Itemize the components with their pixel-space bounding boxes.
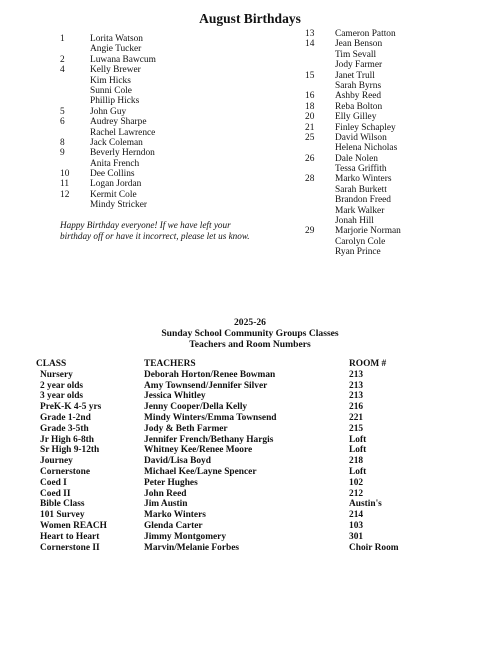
birthday-name: Helena Nicholas: [335, 143, 398, 154]
class-name: Journey: [40, 456, 73, 467]
birthday-day: [60, 128, 90, 138]
sunday-school-subtitle: Teachers and Room Numbers: [189, 338, 311, 350]
birthday-name: Audrey Sharpe: [90, 117, 147, 128]
birthday-row: [60, 159, 275, 169]
birthday-row: [305, 123, 495, 133]
header-class: CLASS: [36, 359, 67, 369]
class-room: 213: [349, 380, 364, 391]
birthday-row: [60, 138, 275, 148]
birthday-row: [305, 81, 495, 91]
class-name: Heart to Heart: [40, 531, 100, 542]
birthday-name: Tim Sevall: [335, 49, 377, 60]
class-teachers: Peter Hughes: [144, 477, 198, 488]
class-row: [36, 456, 466, 467]
class-room: 214: [349, 510, 364, 521]
birthday-day: 25: [305, 132, 315, 143]
birthday-name: David Wilson: [335, 132, 387, 143]
class-room: Loft: [349, 445, 367, 456]
class-name: Jr High 6-8th: [40, 434, 94, 445]
birthdays-title: August Birthdays: [199, 11, 301, 26]
birthday-day: [305, 60, 335, 70]
birthday-day: [305, 81, 335, 91]
birthday-name: Sarah Byrns: [335, 80, 382, 91]
class-room: 216: [349, 402, 364, 413]
class-row: [36, 381, 466, 392]
class-name: Bible Class: [40, 499, 85, 510]
birthday-day: 28: [305, 174, 315, 185]
birthday-day: 12: [60, 189, 70, 200]
birthday-name: Marjorie Norman: [335, 226, 401, 237]
birthday-day: 1: [60, 34, 65, 44]
birthday-row: [305, 237, 495, 247]
birthday-name: Cameron Patton: [335, 29, 396, 39]
birthday-day: 8: [60, 137, 65, 148]
birthday-row: [305, 29, 495, 39]
birthday-name: Sarah Burkett: [335, 184, 387, 195]
birthday-day: [60, 86, 90, 96]
birthday-row: [60, 200, 275, 210]
class-name: Sr High 9-12th: [40, 445, 100, 456]
class-row: [36, 499, 466, 510]
birthday-name: Mark Walker: [335, 205, 385, 216]
birthday-name: Jonah Hill: [335, 216, 374, 227]
class-row: [36, 413, 466, 424]
birthday-row: [305, 133, 495, 143]
class-table: [36, 359, 466, 553]
birthday-day: 11: [60, 179, 70, 190]
class-name: Grade 3-5th: [40, 423, 89, 434]
header-room: ROOM #: [349, 359, 387, 369]
birthday-day: [60, 200, 90, 210]
birthday-name: Jean Benson: [335, 39, 383, 50]
birthday-day: [305, 50, 335, 60]
birthday-note: Happy Birthday everyone! If we have left your birthday off or have it incorrect, please let us know.: [60, 220, 250, 241]
birthday-row: [305, 216, 495, 226]
sunday-school-title: Sunday School Community Groups Classes: [161, 327, 339, 339]
birthday-row: [305, 247, 495, 257]
birthday-day: 14: [305, 39, 315, 50]
birthday-row: [60, 44, 275, 54]
birthday-row: [305, 154, 495, 164]
birthday-name: Kelly Brewer: [90, 65, 141, 76]
header-teachers: TEACHERS: [144, 359, 196, 369]
class-room: 221: [349, 412, 364, 423]
birthday-name: Carolyn Cole: [335, 236, 386, 247]
birthday-name: Kermit Cole: [90, 189, 137, 200]
birthday-day: 5: [60, 106, 65, 117]
class-name: Women REACH: [40, 520, 107, 531]
birthday-name: Rachel Lawrence: [90, 127, 156, 138]
class-teachers: David/Lisa Boyd: [144, 456, 211, 467]
class-row: [36, 467, 466, 478]
class-name: Grade 1-2nd: [40, 412, 91, 423]
birthday-name: Luwana Bawcum: [90, 54, 156, 65]
birthday-name: Beverly Herndon: [90, 148, 155, 159]
class-room: 212: [349, 488, 364, 499]
class-room: 218: [349, 456, 364, 467]
class-teachers: Marko Winters: [144, 510, 206, 521]
class-room: 213: [349, 369, 364, 380]
class-room: 103: [349, 520, 364, 531]
birthday-day: [305, 216, 335, 226]
class-row: [36, 424, 466, 435]
birthday-row: [305, 226, 495, 236]
birthday-name: John Guy: [90, 106, 127, 117]
class-name: Nursery: [40, 369, 73, 380]
birthday-name: Mindy Stricker: [90, 200, 148, 211]
birthday-row: [305, 39, 495, 49]
class-teachers: Amy Townsend/Jennifer Silver: [144, 380, 268, 391]
class-teachers: Glenda Carter: [144, 520, 203, 531]
birthday-day: [60, 96, 90, 106]
birthday-name: Brandon Freed: [335, 195, 391, 206]
birthday-name: Ashby Reed: [335, 91, 382, 102]
birthday-day: [305, 247, 335, 257]
birthday-row: [305, 50, 495, 60]
birthday-row: [305, 102, 495, 112]
birthday-name: Lorita Watson: [90, 34, 143, 44]
birthday-day: 26: [305, 153, 315, 164]
birthday-name: Anita French: [90, 158, 140, 169]
birthday-day: 29: [305, 226, 315, 237]
class-name: Cornerstone II: [40, 542, 100, 553]
class-room: Choir Room: [349, 542, 399, 553]
class-room: Loft: [349, 434, 367, 445]
birthday-row: [60, 34, 275, 44]
birthday-day: 10: [60, 169, 70, 180]
birthday-day: 13: [305, 29, 315, 39]
birthday-row: [60, 128, 275, 138]
birthday-day: 21: [305, 122, 315, 133]
birthday-row: [60, 179, 275, 189]
school-year: 2025-26: [234, 317, 266, 328]
class-teachers: Jessica Whitley: [144, 391, 206, 402]
birthday-row: [305, 143, 495, 153]
birthday-day: 4: [60, 65, 65, 76]
birthday-day: 6: [60, 117, 65, 128]
class-teachers: Michael Kee/Layne Spencer: [144, 466, 257, 477]
birthday-row: [305, 185, 495, 195]
class-teachers: Jody & Beth Farmer: [144, 423, 228, 434]
birthday-name: Jody Farmer: [335, 60, 383, 71]
class-teachers: Jim Austin: [144, 499, 188, 510]
birthday-day: 2: [60, 54, 65, 65]
birthday-name: Tessa Griffith: [335, 164, 387, 175]
class-teachers: Deborah Horton/Renee Bowman: [144, 369, 276, 380]
birthday-row: [60, 169, 275, 179]
class-teachers: Jimmy Montgomery: [144, 531, 227, 542]
class-row: [36, 402, 466, 413]
class-name: 3 year olds: [40, 391, 84, 402]
birthday-name: Marko Winters: [335, 174, 392, 185]
class-teachers: Jenny Cooper/Della Kelly: [144, 402, 248, 413]
birthday-name: Elly Gilley: [335, 112, 377, 123]
birthday-day: [305, 237, 335, 247]
sunday-school-heading: [0, 318, 500, 350]
class-name: 101 Survey: [40, 510, 85, 521]
birthday-day: [305, 164, 335, 174]
birthday-name: Reba Bolton: [335, 101, 383, 112]
birthday-row: [305, 91, 495, 101]
birthday-day: 20: [305, 112, 315, 123]
birthday-name: Logan Jordan: [90, 179, 142, 190]
birthday-name: Jack Coleman: [90, 137, 143, 148]
birthday-row: [60, 117, 275, 127]
birthday-row: [305, 174, 495, 184]
class-row: [36, 521, 466, 532]
birthday-name: Ryan Prince: [335, 247, 381, 258]
class-teachers: Whitney Kee/Renee Moore: [144, 445, 253, 456]
class-room: 213: [349, 391, 364, 402]
birthday-name: Sunni Cole: [90, 85, 132, 96]
birthday-day: 9: [60, 148, 65, 159]
birthday-name: Janet Trull: [335, 70, 375, 81]
birthday-day: 16: [305, 91, 315, 102]
birthday-row: [305, 112, 495, 122]
class-row: [36, 435, 466, 446]
class-teachers: John Reed: [144, 488, 187, 499]
birthday-row: [305, 71, 495, 81]
birthday-name: Dale Nolen: [335, 153, 378, 164]
birthday-row: [60, 148, 275, 158]
class-teachers: Marvin/Melanie Forbes: [144, 542, 240, 553]
birthday-list-left: [60, 34, 275, 211]
birthday-list-right: [305, 29, 495, 258]
birthday-day: 18: [305, 101, 315, 112]
birthday-day: 15: [305, 70, 315, 81]
class-room: 301: [349, 531, 364, 542]
class-row: [36, 391, 466, 402]
birthday-row: [60, 65, 275, 75]
class-row: [36, 478, 466, 489]
class-room: Austin's: [349, 499, 382, 510]
class-name: Coed I: [40, 477, 67, 488]
birthday-name: Kim Hicks: [90, 75, 131, 86]
birthday-name: Finley Schapley: [335, 122, 396, 133]
class-row: [36, 532, 466, 543]
class-row: [36, 489, 466, 500]
birthday-day: [60, 76, 90, 86]
birthday-day: [305, 143, 335, 153]
class-room: Loft: [349, 466, 367, 477]
birthday-row: [60, 76, 275, 86]
birthday-row: [305, 60, 495, 70]
class-teachers: Jennifer French/Bethany Hargis: [144, 434, 274, 445]
class-table-header: [36, 359, 466, 370]
birthday-row: [305, 195, 495, 205]
class-name: Coed II: [40, 488, 71, 499]
birthday-day: [305, 185, 335, 195]
class-row: [36, 370, 466, 381]
birthday-name: Dee Collins: [90, 169, 135, 180]
birthday-row: [60, 86, 275, 96]
class-name: Cornerstone: [40, 466, 90, 477]
birthday-day: [60, 159, 90, 169]
class-room: 102: [349, 477, 364, 488]
birthday-row: [60, 107, 275, 117]
birthday-name: Angie Tucker: [90, 44, 142, 55]
birthday-row: [60, 190, 275, 200]
class-row: [36, 510, 466, 521]
birthday-name: Phillip Hicks: [90, 96, 140, 107]
birthday-row: [305, 164, 495, 174]
class-room: 215: [349, 423, 364, 434]
class-row: [36, 543, 466, 554]
birthday-day: [305, 206, 335, 216]
birthday-row: [60, 96, 275, 106]
class-teachers: Mindy Winters/Emma Townsend: [144, 412, 277, 423]
class-row: [36, 445, 466, 456]
class-name: PreK-K 4-5 yrs: [40, 402, 102, 413]
birthday-row: [60, 55, 275, 65]
birthday-day: [60, 44, 90, 54]
class-name: 2 year olds: [40, 380, 84, 391]
birthday-day: [305, 195, 335, 205]
birthday-row: [305, 206, 495, 216]
